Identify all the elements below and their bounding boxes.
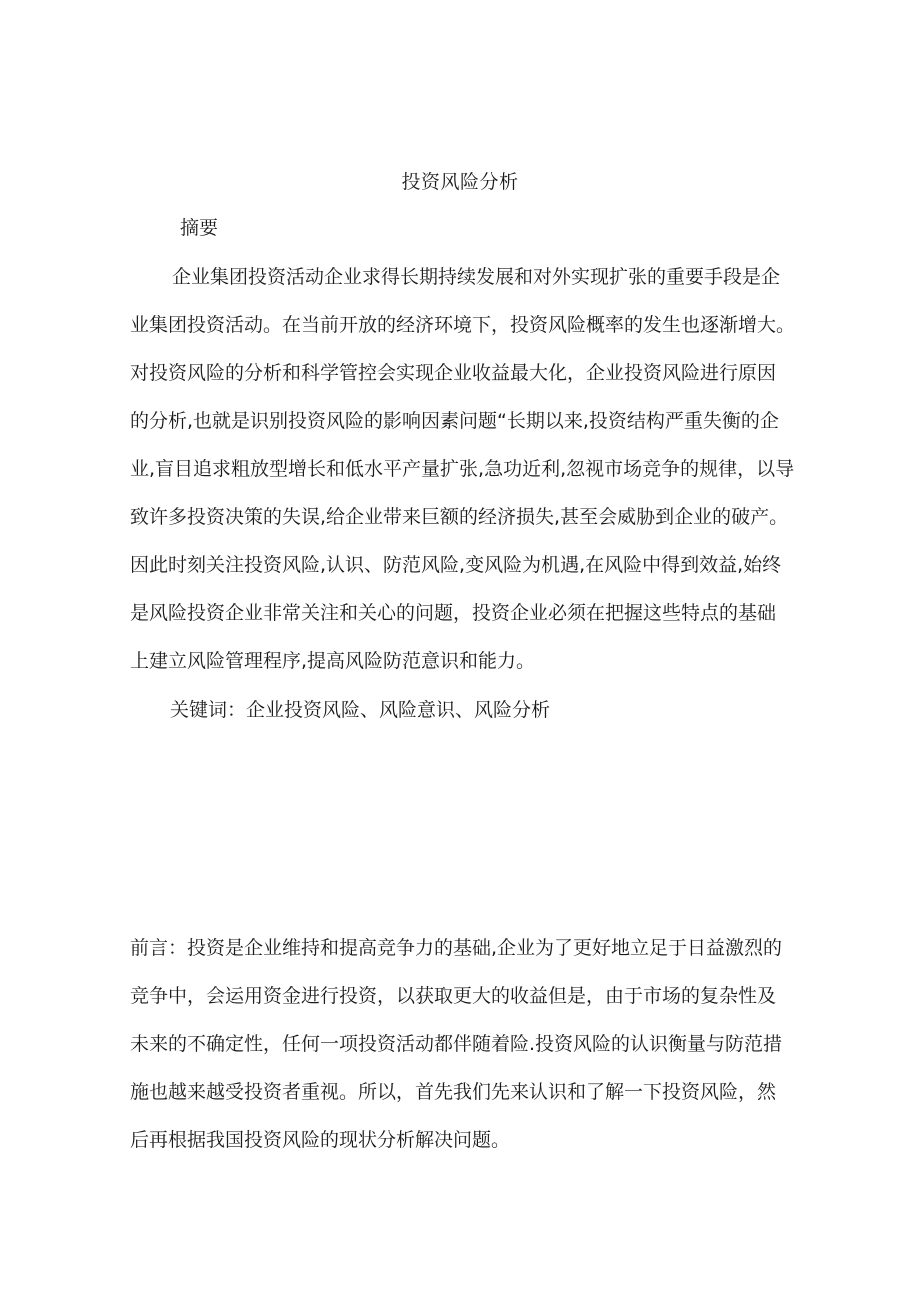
keywords-line: 关键词：企业投资风险、风险意识、风险分析: [170, 699, 551, 721]
abstract-line: 因此时刻关注投资风险,认识、防范风险,变风险为机遇,在风险中得到效益,始终: [130, 554, 782, 576]
abstract-line: 业,盲目追求粗放型增长和低水平产量扩张,急功近利,忽视市场竞争的规律，以导: [130, 458, 795, 480]
abstract-line: 的分析,也就是识别投资风险的影响因素问题“长期以来,投资结构严重失衡的企: [130, 410, 779, 432]
abstract-heading: 摘要: [180, 217, 219, 239]
preface-line: 未来的不确定性，任何一项投资活动都伴随着险.投资风险的认识衡量与防范措: [130, 1033, 783, 1055]
preface-line: 前言：投资是企业维持和提高竞争力的基础,企业为了更好地立足于日益激烈的: [130, 937, 783, 959]
abstract-line: 业集团投资活动。在当前开放的经济环境下，投资风险概率的发生也逐渐增大。: [130, 314, 796, 336]
preface-line: 竞争中，会运用资金进行投资，以获取更大的收益但是，由于市场的复杂性及: [130, 985, 777, 1007]
abstract-line: 是风险投资企业非常关注和关心的问题，投资企业必须在把握这些特点的基础: [130, 602, 777, 624]
abstract-line: 上建立风险管理程序,提高风险防范意识和能力。: [130, 650, 536, 672]
abstract-line: 致许多投资决策的失误,给企业带来巨额的经济损失,甚至会威胁到企业的破产。: [130, 506, 789, 528]
abstract-line: 对投资风险的分析和科学管控会实现企业收益最大化，企业投资风险进行原因: [130, 362, 777, 384]
preface-line: 后再根据我国投资风险的现状分析解决问题。: [130, 1129, 511, 1151]
abstract-line: 企业集团投资活动企业求得长期持续发展和对外实现扩张的重要手段是企: [172, 266, 781, 288]
preface-line: 施也越来越受投资者重视。所以，首先我们先来认识和了解一下投资风险，然: [130, 1081, 777, 1103]
document-title: 投资风险分析: [401, 171, 519, 193]
